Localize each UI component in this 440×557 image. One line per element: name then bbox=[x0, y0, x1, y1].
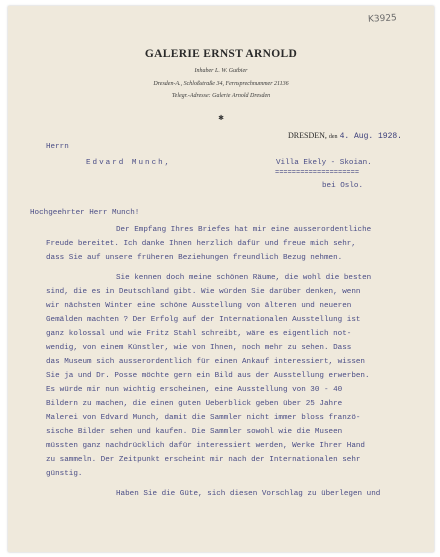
body-line: Malerei von Edvard Munch, damit die Sammler nicht immer bloss franzö- bbox=[46, 414, 361, 422]
body-line: müssten ganz nachdrücklich dafür interessiert werden, Werke Ihrer Hand bbox=[46, 442, 365, 450]
letter-page bbox=[8, 6, 434, 552]
recipient-title: Herrn bbox=[46, 143, 69, 151]
gallery-telegram: Telegr.-Adresse: Galerie Arnold Dresden bbox=[171, 93, 271, 99]
body-line: Sie ja und Dr. Posse möchte gern ein Bild aus der Ausstellung erwerben. bbox=[46, 372, 370, 380]
body-line: zu sammeln. Der Zeitpunkt erscheint mir nach der Internationalen sehr bbox=[46, 456, 361, 464]
body-line: wir nächsten Winter eine schöne Ausstellung von älteren und neueren bbox=[46, 302, 352, 310]
gallery-address: Dresden-A., Schloßstraße 34, Fernsprechnummer 21136 bbox=[153, 81, 289, 87]
body-line: dass Sie auf unsere früheren Beziehungen freundlich Bezug nehmen. bbox=[46, 254, 343, 262]
recipient-name: Edvard Munch, bbox=[86, 159, 172, 167]
recipient-villa: Villa Ekely - Skoian. bbox=[276, 159, 372, 167]
body-line: sische Bilder sehen und kaufen. Die Sammler sowohl wie die Museen bbox=[46, 428, 343, 436]
body-line: sind, die es in Deutschland gibt. Wie würden Sie darüber denken, wenn bbox=[46, 288, 361, 296]
body-line: Sie kennen doch meine schönen Räume, die wohl die besten bbox=[116, 274, 372, 282]
body-line: wendig, von einem Künstler, wie von Ihnen, noch mehr zu sehen. Dass bbox=[46, 344, 352, 352]
greeting: Hochgeehrter Herr Munch! bbox=[30, 209, 140, 217]
body-line: Der Empfang Ihres Briefes hat mir eine ausserordentliche bbox=[116, 226, 372, 234]
gallery-name: GALERIE ERNST ARNOLD bbox=[144, 48, 298, 60]
body-line: das Museum sich ausserordentlich für einen Ankauf interessiert, wissen bbox=[46, 358, 365, 366]
body-line: Bildern zu machen, die einen guten Ueberblick geben über 25 Jahre bbox=[46, 400, 343, 408]
date-den: den bbox=[328, 134, 338, 140]
body-line: ganz kolossal und wie Fritz Stahl schreibt, wäre es eigentlich not- bbox=[46, 330, 352, 338]
body-line: Es würde mir nun wichtig erscheinen, eine Ausstellung von 30 - 40 bbox=[46, 386, 343, 394]
letterhead-ornament: ✱ bbox=[218, 114, 224, 122]
archive-number: K3925 bbox=[367, 13, 398, 25]
gallery-owner: Inhaber L. W. Gutbier bbox=[194, 68, 248, 74]
dateline bbox=[288, 131, 402, 141]
body-line: Gemälden machten ? Der Erfolg auf der Internationalen Ausstellung ist bbox=[46, 316, 361, 324]
date-city: DRESDEN, bbox=[288, 131, 327, 140]
letter-date: 4. Aug. 1928. bbox=[339, 132, 402, 141]
body-line: Haben Sie die Güte, sich diesen Vorschlag zu überlegen und bbox=[116, 490, 381, 498]
body-line: Freude bereitet. Ich danke Ihnen herzlich dafür und freue mich sehr, bbox=[46, 240, 356, 248]
recipient-town: bei Oslo. bbox=[322, 182, 364, 190]
address-underline: ==================== bbox=[275, 169, 360, 177]
body-line: günstig. bbox=[46, 470, 83, 478]
